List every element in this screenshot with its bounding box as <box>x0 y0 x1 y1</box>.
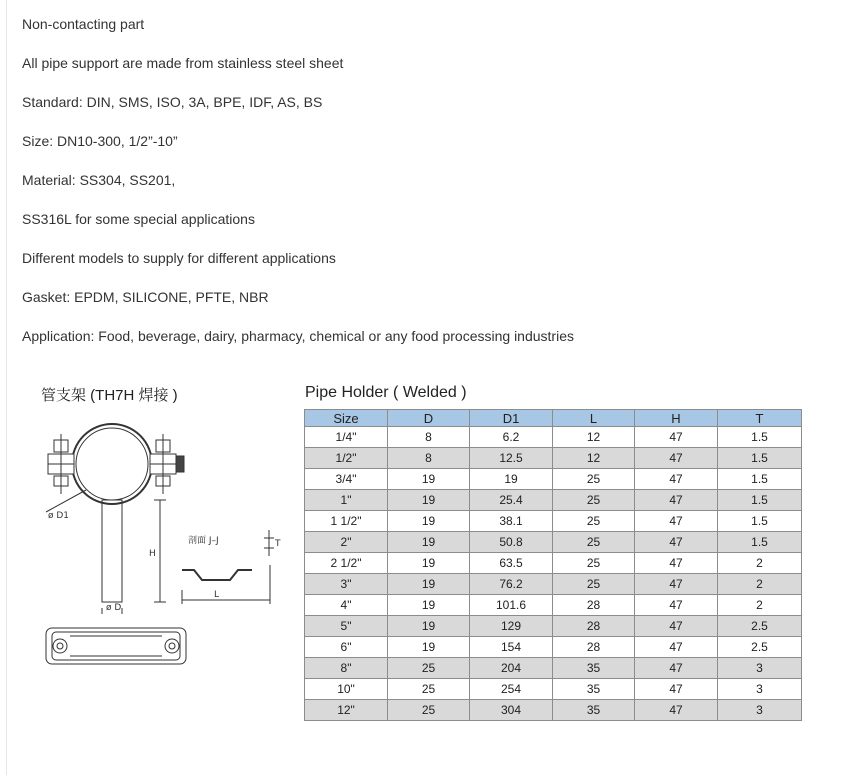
column-header-h: H <box>635 410 718 427</box>
cell-size: 1/2" <box>305 448 388 469</box>
cell-h: 47 <box>635 700 718 721</box>
drawing-label-l: L <box>214 590 220 600</box>
cell-d1: 154 <box>470 637 553 658</box>
cell-t: 3 <box>718 679 802 700</box>
cell-size: 2" <box>305 532 388 553</box>
cell-d: 19 <box>388 553 470 574</box>
cell-t: 1.5 <box>718 490 802 511</box>
table-header-row <box>305 410 802 427</box>
cell-size: 3" <box>305 574 388 595</box>
table-title: Pipe Holder ( Welded ) <box>305 384 467 401</box>
cell-l: 28 <box>553 595 635 616</box>
cell-l: 35 <box>553 658 635 679</box>
cell-size: 10" <box>305 679 388 700</box>
cell-h: 47 <box>635 448 718 469</box>
cell-size: 1" <box>305 490 388 511</box>
content-left-border <box>6 0 7 775</box>
cell-size: 8" <box>305 658 388 679</box>
column-header-t: T <box>718 410 802 427</box>
column-header-d: D <box>388 410 470 427</box>
table-row <box>305 448 802 469</box>
cell-d1: 63.5 <box>470 553 553 574</box>
cell-d: 25 <box>388 679 470 700</box>
cell-size: 1 1/2" <box>305 511 388 532</box>
cell-h: 47 <box>635 490 718 511</box>
cell-h: 47 <box>635 427 718 448</box>
spec-line-application: Application: Food, beverage, dairy, pharmacy, chemical or any food processing industries <box>22 328 574 344</box>
cell-t: 2 <box>718 574 802 595</box>
cell-d1: 12.5 <box>470 448 553 469</box>
cell-size: 12" <box>305 700 388 721</box>
cell-t: 3 <box>718 700 802 721</box>
cell-h: 47 <box>635 637 718 658</box>
table-row <box>305 511 802 532</box>
drawing-label-h: H <box>149 549 156 559</box>
spec-line-standard: Standard: DIN, SMS, ISO, 3A, BPE, IDF, AS, BS <box>22 94 323 110</box>
table-row <box>305 616 802 637</box>
cell-d: 19 <box>388 574 470 595</box>
cell-h: 47 <box>635 658 718 679</box>
cell-d1: 19 <box>470 469 553 490</box>
cell-t: 2 <box>718 553 802 574</box>
cell-l: 25 <box>553 553 635 574</box>
cell-d: 19 <box>388 637 470 658</box>
table-row <box>305 574 802 595</box>
cell-t: 1.5 <box>718 448 802 469</box>
table-body <box>305 427 802 721</box>
spec-line-material-sheet: All pipe support are made from stainless steel sheet <box>22 55 344 71</box>
cell-d1: 204 <box>470 658 553 679</box>
table-row <box>305 637 802 658</box>
spec-line-contact: Non-contacting part <box>22 16 145 32</box>
cell-l: 12 <box>553 448 635 469</box>
column-header-size: Size <box>305 410 388 427</box>
cell-l: 35 <box>553 700 635 721</box>
cell-d: 25 <box>388 658 470 679</box>
cell-d: 19 <box>388 532 470 553</box>
cell-h: 47 <box>635 595 718 616</box>
column-header-l: L <box>553 410 635 427</box>
drawing-label-section: 剖面 J–J <box>188 536 219 546</box>
cell-l: 12 <box>553 427 635 448</box>
spec-line-models: Different models to supply for different applications <box>22 250 336 266</box>
spec-line-material: Material: SS304, SS201, <box>22 172 176 188</box>
cell-h: 47 <box>635 679 718 700</box>
cell-d: 19 <box>388 511 470 532</box>
cell-l: 28 <box>553 616 635 637</box>
cell-d1: 254 <box>470 679 553 700</box>
table-row <box>305 553 802 574</box>
cell-l: 25 <box>553 511 635 532</box>
cell-l: 35 <box>553 679 635 700</box>
cell-t: 1.5 <box>718 469 802 490</box>
cell-l: 25 <box>553 574 635 595</box>
spec-line-gasket: Gasket: EPDM, SILICONE, PFTE, NBR <box>22 289 269 305</box>
drawing-label-d: ø D <box>106 603 122 613</box>
cell-t: 2 <box>718 595 802 616</box>
table-row <box>305 700 802 721</box>
cell-t: 1.5 <box>718 511 802 532</box>
cell-size: 2 1/2" <box>305 553 388 574</box>
cell-t: 3 <box>718 658 802 679</box>
drawing-label-d1: ø D1 <box>48 511 70 521</box>
pipe-holder-table <box>304 409 802 721</box>
cell-l: 28 <box>553 637 635 658</box>
cell-h: 47 <box>635 616 718 637</box>
cell-d1: 129 <box>470 616 553 637</box>
cell-h: 47 <box>635 469 718 490</box>
figure-title: 管支架 (TH7H 焊接 ) <box>41 387 178 404</box>
cell-d: 19 <box>388 490 470 511</box>
cell-l: 25 <box>553 469 635 490</box>
cell-l: 25 <box>553 490 635 511</box>
cell-h: 47 <box>635 532 718 553</box>
table-row <box>305 532 802 553</box>
cell-size: 5" <box>305 616 388 637</box>
cell-h: 47 <box>635 574 718 595</box>
cell-d: 19 <box>388 616 470 637</box>
cell-d1: 50.8 <box>470 532 553 553</box>
cell-t: 2.5 <box>718 637 802 658</box>
cell-d1: 38.1 <box>470 511 553 532</box>
spec-line-ss316l: SS316L for some special applications <box>22 211 255 227</box>
drawing-label-t: T <box>275 539 281 549</box>
cell-h: 47 <box>635 511 718 532</box>
cell-size: 4" <box>305 595 388 616</box>
cell-d: 8 <box>388 448 470 469</box>
cell-d1: 101.6 <box>470 595 553 616</box>
table-row <box>305 427 802 448</box>
cell-d1: 76.2 <box>470 574 553 595</box>
cell-l: 25 <box>553 532 635 553</box>
pipe-holder-drawing <box>36 420 286 670</box>
cell-t: 1.5 <box>718 532 802 553</box>
table-row <box>305 469 802 490</box>
cell-d: 19 <box>388 469 470 490</box>
table-row <box>305 595 802 616</box>
cell-size: 3/4" <box>305 469 388 490</box>
cell-size: 6" <box>305 637 388 658</box>
table-row <box>305 658 802 679</box>
spec-line-size: Size: DN10-300, 1/2”-10” <box>22 133 178 149</box>
cell-d1: 6.2 <box>470 427 553 448</box>
cell-size: 1/4" <box>305 427 388 448</box>
cell-d1: 304 <box>470 700 553 721</box>
cell-d: 8 <box>388 427 470 448</box>
cell-t: 1.5 <box>718 427 802 448</box>
column-header-d1: D1 <box>470 410 553 427</box>
table-row <box>305 490 802 511</box>
cell-h: 47 <box>635 553 718 574</box>
table-row <box>305 679 802 700</box>
cell-d: 25 <box>388 700 470 721</box>
cell-d: 19 <box>388 595 470 616</box>
cell-t: 2.5 <box>718 616 802 637</box>
cell-d1: 25.4 <box>470 490 553 511</box>
